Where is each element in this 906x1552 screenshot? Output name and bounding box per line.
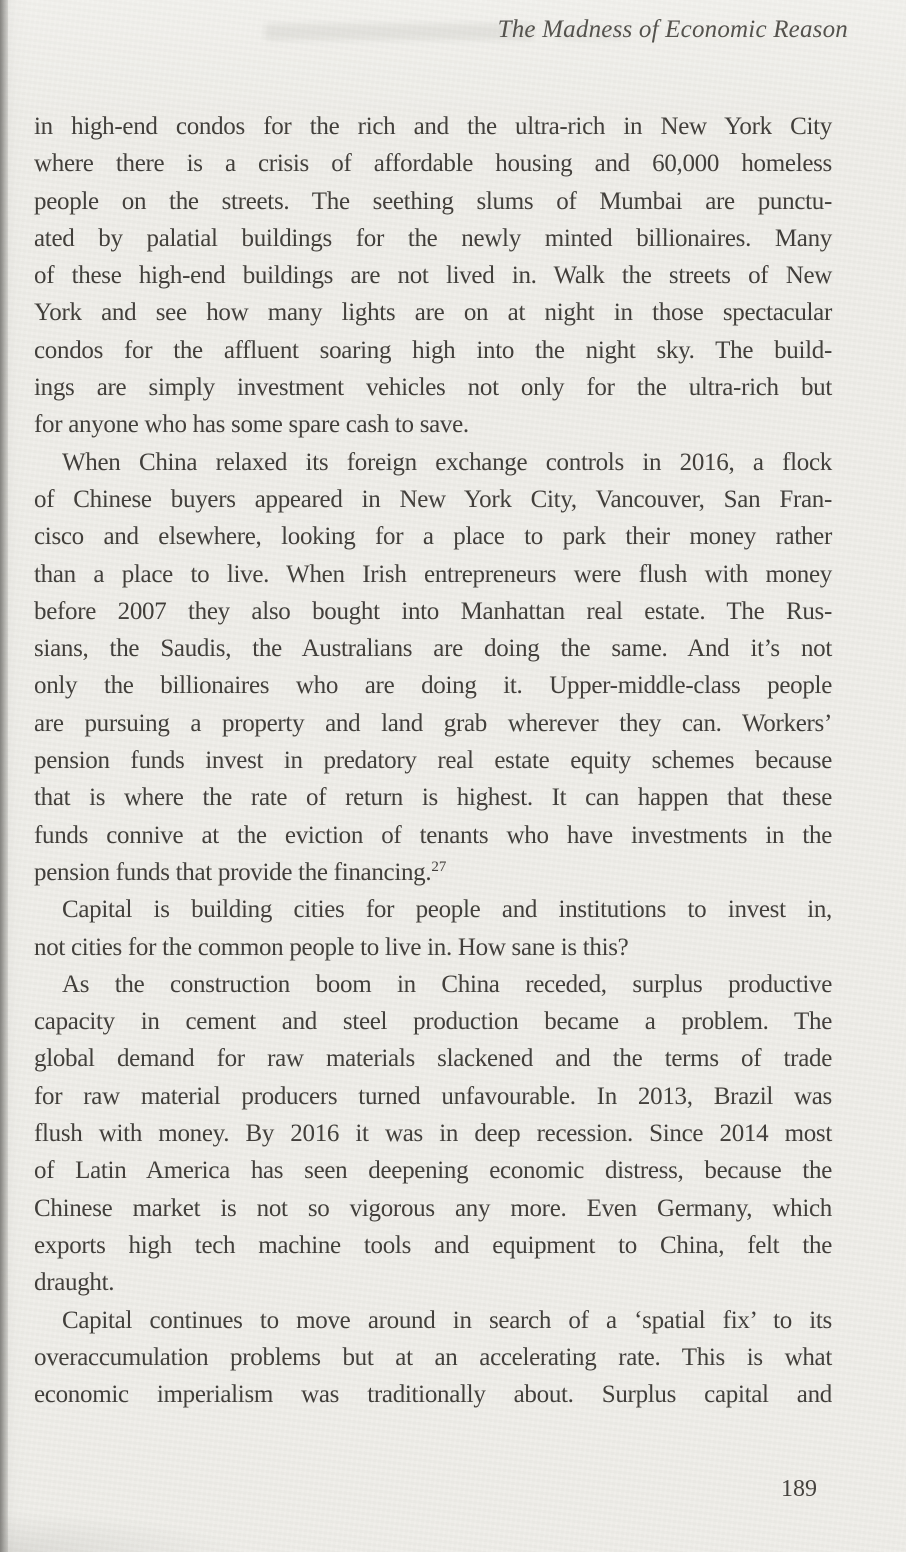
text-line: Capital continues to move around in search of a ‘spatial fix’ to its (62, 1306, 832, 1334)
text-line: than a place to live. When Irish entrepreneurs were flush with money (34, 560, 832, 588)
text-line: of these high-end buildings are not lived in. Walk the streets of New (34, 262, 832, 290)
text-line: where there is a crisis of affordable housing and 60,000 homeless (34, 150, 832, 178)
text-line: of Latin America has seen deepening economic distress, because the (34, 1157, 832, 1185)
text-line: draught. (34, 1269, 115, 1297)
text-line: Chinese market is not so vigorous any more. Even Germany, which (34, 1194, 832, 1222)
text-line: sians, the Saudis, the Australians are doing the same. And it’s not (34, 635, 832, 663)
text-line: global demand for raw materials slackened and the terms of trade (34, 1045, 832, 1073)
text-line: flush with money. By 2016 it was in deep recession. Since 2014 most (34, 1120, 832, 1148)
text-line: for anyone who has some spare cash to save. (34, 411, 469, 439)
text-line: capacity in cement and steel production became a problem. The (34, 1008, 832, 1036)
page-body-text (34, 108, 832, 1413)
text-line: cisco and elsewhere, looking for a place to park their money rather (34, 523, 832, 551)
text-line: before 2007 they also bought into Manhattan real estate. The Rus- (34, 597, 832, 625)
text-line: overaccumulation problems but at an accelerating rate. This is what (34, 1343, 832, 1371)
text-line: ings are simply investment vehicles not only for the ultra-rich but (34, 374, 832, 402)
running-header: The Madness of Economic Reason (497, 16, 848, 43)
text-line: exports high tech machine tools and equipment to China, felt the (34, 1231, 832, 1259)
text-line: ated by palatial buildings for the newly minted billionaires. Many (34, 224, 832, 252)
text-line: pension funds that provide the financing.$^{27}$ (34, 858, 447, 886)
text-line: in high-end condos for the rich and the ultra-rich in New York City (34, 113, 832, 140)
text-line: pension funds invest in predatory real estate equity schemes because (34, 747, 832, 775)
text-line: York and see how many lights are on at night in those spectacular (34, 299, 832, 327)
ink-bleed-ghost (265, 24, 533, 40)
text-line: funds connive at the eviction of tenants who have investments in the (34, 821, 832, 849)
paragraph (34, 966, 832, 1302)
text-line: of Chinese buyers appeared in New York City, Vancouver, San Fran- (34, 485, 832, 513)
paragraph (34, 891, 832, 966)
text-line: people on the streets. The seething slums of Mumbai are punctu- (34, 187, 832, 215)
paragraph (34, 108, 832, 444)
text-line: Capital is building cities for people and institutions to invest in, (62, 896, 832, 924)
text-line: As the construction boom in China receded, surplus productive (62, 970, 832, 998)
text-line: condos for the affluent soaring high into the night sky. The build- (34, 336, 832, 364)
text-line: not cities for the common people to live in. How sane is this? (34, 933, 629, 961)
page-edge-shadow (0, 0, 8, 1552)
page-number: 189 (781, 1476, 817, 1502)
text-line: are pursuing a property and land grab wherever they can. Workers’ (34, 709, 832, 737)
text-line: that is where the rate of return is highest. It can happen that these (34, 784, 832, 812)
text-line: When China relaxed its foreign exchange controls in 2016, a flock (62, 448, 832, 476)
footnote-reference: 27 (431, 858, 447, 875)
page-corner-shading (0, 1512, 240, 1552)
paragraph (34, 444, 832, 892)
paragraph (34, 1302, 832, 1414)
text-line: only the billionaires who are doing it. Upper-middle-class people (34, 672, 832, 700)
text-line: economic imperialism was traditionally about. Surplus capital and (34, 1381, 832, 1409)
text-line: for raw material producers turned unfavourable. In 2013, Brazil was (34, 1082, 832, 1110)
